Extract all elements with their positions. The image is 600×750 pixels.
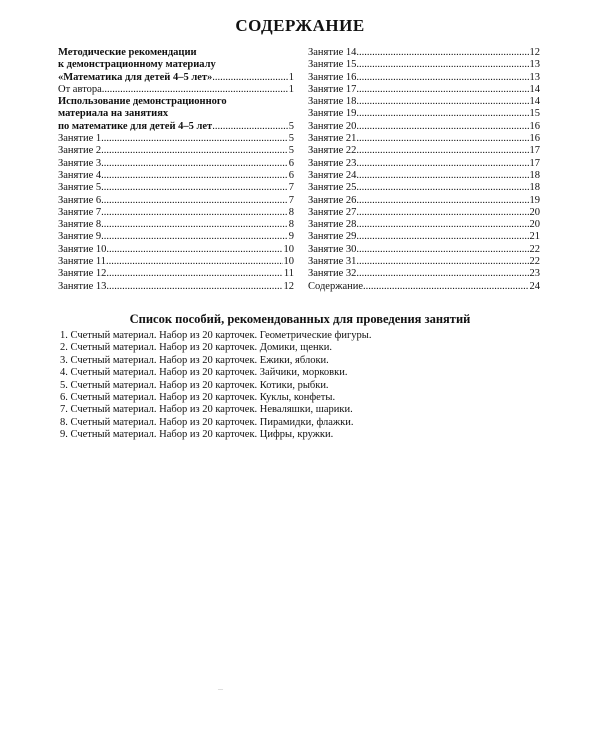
toc-entry-page: 17 bbox=[529, 145, 540, 157]
toc-entry-label: Занятие 15 bbox=[308, 59, 357, 71]
toc-entry-label: Занятие 10 bbox=[58, 243, 107, 255]
toc-entry[interactable] bbox=[58, 121, 294, 133]
toc-leader-dots bbox=[356, 108, 528, 120]
toc-entry-label: Занятие 2 bbox=[58, 145, 102, 157]
toc-entry[interactable] bbox=[308, 231, 540, 243]
scan-mark: –– bbox=[218, 688, 223, 693]
toc-entry-page: 5 bbox=[288, 133, 294, 145]
aids-list-item: 1. Счетный материал. Набор из 20 карточек. Геометрические фигуры. bbox=[60, 330, 372, 341]
toc-entry-label: Занятие 7 bbox=[58, 206, 102, 218]
toc-leader-dots bbox=[356, 231, 528, 243]
toc-entry[interactable] bbox=[58, 158, 294, 170]
toc-leader-dots bbox=[102, 84, 288, 96]
toc-entry-label: Занятие 26 bbox=[308, 194, 357, 206]
toc-leader-dots bbox=[356, 72, 528, 84]
toc-entry-label: Занятие 17 bbox=[308, 83, 357, 95]
toc-entry[interactable] bbox=[308, 268, 540, 280]
toc-entry-label: Занятие 3 bbox=[58, 157, 102, 169]
aids-list-item: 5. Счетный материал. Набор из 20 карточек. Котики, рыбки. bbox=[60, 379, 329, 391]
toc-left-entries bbox=[58, 133, 294, 293]
toc-entry[interactable] bbox=[308, 72, 540, 84]
toc-entry[interactable] bbox=[58, 231, 294, 243]
toc-entry-label: Занятие 11 bbox=[58, 256, 106, 268]
toc-entry-label: Содержание bbox=[308, 280, 364, 292]
toc-leader-dots bbox=[101, 207, 288, 219]
toc-leader-dots bbox=[106, 244, 282, 256]
toc-entry-page: 17 bbox=[529, 157, 540, 169]
aids-list-item: 2. Счетный материал. Набор из 20 карточек. Домики, щенки. bbox=[60, 342, 332, 354]
aids-list bbox=[60, 330, 540, 442]
toc-leader-dots bbox=[101, 219, 288, 231]
toc-entry-page: 12 bbox=[283, 280, 294, 292]
toc-entry-label: Занятие 21 bbox=[308, 133, 357, 145]
toc-entry-page: 15 bbox=[529, 108, 540, 120]
toc-right-entries bbox=[308, 47, 540, 293]
toc-leader-dots bbox=[356, 182, 528, 194]
toc-leader-dots bbox=[356, 145, 528, 157]
toc-leader-dots bbox=[101, 145, 288, 157]
toc-entry[interactable] bbox=[58, 145, 294, 157]
toc-entry-page: 21 bbox=[529, 231, 540, 243]
toc-entry-label: Занятие 31 bbox=[308, 256, 357, 268]
toc-entry[interactable] bbox=[308, 96, 540, 108]
aids-list-item: 9. Счетный материал. Набор из 20 карточек. Цифры, кружки. bbox=[60, 429, 334, 441]
toc-entry[interactable] bbox=[308, 158, 540, 170]
toc-entry-label: Занятие 27 bbox=[308, 206, 357, 218]
toc-entry-label: Занятие 18 bbox=[308, 96, 357, 108]
toc-entry-label: Занятие 25 bbox=[308, 182, 357, 194]
toc-entry[interactable] bbox=[308, 133, 540, 145]
toc-right-column bbox=[308, 47, 540, 293]
toc-entry-label: «Математика для детей 4–5 лет» bbox=[58, 71, 213, 83]
toc-leader-dots bbox=[356, 207, 528, 219]
toc-leader-dots bbox=[356, 256, 528, 268]
toc-entry[interactable] bbox=[58, 244, 294, 256]
toc-leader-dots bbox=[101, 231, 288, 243]
toc-entry-page: 7 bbox=[288, 182, 294, 194]
toc-entry[interactable] bbox=[308, 195, 540, 207]
toc-entry-label: Занятие 23 bbox=[308, 157, 357, 169]
toc-leader-dots bbox=[356, 219, 528, 231]
toc-entry-label: Занятие 6 bbox=[58, 194, 102, 206]
toc-leader-dots bbox=[101, 182, 288, 194]
toc-entry-label: Занятие 30 bbox=[308, 243, 357, 255]
toc-entry[interactable] bbox=[58, 195, 294, 207]
toc-entry-page: 8 bbox=[288, 206, 294, 218]
toc-heading-line: материала на занятиях bbox=[58, 108, 169, 120]
toc-leader-dots bbox=[356, 47, 528, 59]
toc-entry-label: Занятие 24 bbox=[308, 169, 357, 181]
toc-entry-page: 9 bbox=[288, 231, 294, 243]
toc-entry-page: 6 bbox=[288, 169, 294, 181]
toc-entry[interactable] bbox=[58, 219, 294, 231]
toc-entry-label: Занятие 16 bbox=[308, 71, 357, 83]
toc-entry-page: 12 bbox=[529, 47, 540, 58]
toc-entry-label: От автора bbox=[58, 83, 102, 95]
toc-entry-label: Занятие 20 bbox=[308, 120, 357, 132]
toc-entry-label: Занятие 29 bbox=[308, 231, 357, 243]
toc-entry[interactable] bbox=[308, 170, 540, 182]
toc-entry-page: 5 bbox=[288, 120, 294, 132]
toc-entry-page: 20 bbox=[529, 219, 540, 231]
toc-leader-dots bbox=[101, 133, 288, 145]
toc-entry[interactable] bbox=[308, 59, 540, 71]
toc-entry-page: 19 bbox=[529, 194, 540, 206]
toc-entry[interactable] bbox=[308, 108, 540, 120]
toc-entry[interactable] bbox=[58, 133, 294, 145]
toc-leader-dots bbox=[101, 170, 288, 182]
toc-entry-page: 8 bbox=[288, 219, 294, 231]
toc-entry-page: 22 bbox=[529, 243, 540, 255]
toc-heading-line: к демонстрационному материалу bbox=[58, 59, 216, 71]
toc-entry-page: 1 bbox=[288, 71, 294, 83]
toc-leader-dots bbox=[356, 133, 528, 145]
aids-list-item: 8. Счетный материал. Набор из 20 карточек. Пирамидки, флажки. bbox=[60, 416, 354, 428]
toc-heading-line: Использование демонстрационного bbox=[58, 96, 227, 108]
toc-entry[interactable] bbox=[58, 256, 294, 268]
toc-entry-page: 23 bbox=[529, 268, 540, 280]
toc-leader-dots bbox=[212, 121, 288, 133]
toc-entry-label: по математике для детей 4–5 лет bbox=[58, 120, 213, 132]
toc-leader-dots bbox=[356, 59, 528, 71]
aids-list-title: Список пособий, рекомендованных для проведения занятий bbox=[129, 312, 471, 326]
page-title: СОДЕРЖАНИЕ bbox=[235, 16, 365, 35]
aids-list-item: 3. Счетный материал. Набор из 20 карточек. Ежики, яблоки. bbox=[60, 354, 329, 366]
toc-leader-dots bbox=[106, 268, 283, 280]
aids-list-item: 6. Счетный материал. Набор из 20 карточек. Куклы, конфеты. bbox=[60, 392, 336, 404]
toc-entry-label: Занятие 14 bbox=[308, 47, 357, 58]
toc-entry-page: 14 bbox=[529, 83, 540, 95]
toc-leader-dots bbox=[363, 281, 528, 293]
toc-entry-page: 22 bbox=[529, 256, 540, 268]
toc-entry-label: Занятие 32 bbox=[308, 268, 357, 280]
toc-leader-dots bbox=[356, 268, 528, 280]
toc-entry-page: 1 bbox=[288, 83, 294, 95]
toc-entry-page: 24 bbox=[529, 280, 540, 292]
toc-entry-page: 18 bbox=[529, 169, 540, 181]
toc-entry-page: 16 bbox=[529, 120, 540, 132]
toc-entry-page: 13 bbox=[529, 71, 540, 83]
toc-entry-label: Занятие 13 bbox=[58, 280, 107, 292]
toc-entry[interactable] bbox=[308, 281, 540, 293]
toc-entry-page: 16 bbox=[529, 133, 540, 145]
toc-entry-label: Занятие 9 bbox=[58, 231, 102, 243]
toc-entry[interactable] bbox=[58, 281, 294, 293]
toc-entry-page: 10 bbox=[283, 256, 294, 268]
toc-entry-label: Занятие 8 bbox=[58, 219, 102, 231]
toc-entry[interactable] bbox=[308, 145, 540, 157]
toc-entry-page: 7 bbox=[288, 194, 294, 206]
toc-entry-page: 11 bbox=[283, 268, 294, 280]
toc-entry-label: Занятие 5 bbox=[58, 182, 102, 194]
toc-entry[interactable] bbox=[308, 207, 540, 219]
toc-entry[interactable] bbox=[308, 121, 540, 133]
toc-leader-dots bbox=[212, 72, 287, 84]
toc-entry[interactable] bbox=[308, 244, 540, 256]
toc-leader-dots bbox=[101, 158, 288, 170]
toc-entry-page: 20 bbox=[529, 206, 540, 218]
toc-entry[interactable] bbox=[308, 47, 540, 59]
toc-left-column bbox=[58, 47, 294, 293]
toc-entry[interactable] bbox=[58, 182, 294, 194]
aids-list-item: 4. Счетный материал. Набор из 20 карточек. Зайчики, морковки. bbox=[60, 367, 348, 379]
toc-heading-line: Методические рекомендации bbox=[58, 47, 197, 58]
toc-entry-label: Занятие 28 bbox=[308, 219, 357, 231]
toc-leader-dots bbox=[356, 170, 528, 182]
toc-leader-dots bbox=[356, 96, 528, 108]
aids-list-item: 7. Счетный материал. Набор из 20 карточек. Неваляшки, шарики. bbox=[60, 404, 353, 416]
toc-entry-label: Занятие 19 bbox=[308, 108, 357, 120]
toc-entry-page: 10 bbox=[283, 243, 294, 255]
toc-entry-page: 13 bbox=[529, 59, 540, 71]
toc-entry-page: 5 bbox=[288, 145, 294, 157]
toc-leader-dots bbox=[101, 195, 288, 207]
toc-leader-dots bbox=[356, 244, 528, 256]
toc-entry[interactable] bbox=[308, 182, 540, 194]
toc-entry-page: 6 bbox=[288, 157, 294, 169]
toc-entry-label: Занятие 12 bbox=[58, 268, 107, 280]
toc-entry[interactable] bbox=[58, 170, 294, 182]
toc-entry[interactable] bbox=[308, 219, 540, 231]
toc-leader-dots bbox=[106, 281, 282, 293]
toc-leader-dots bbox=[356, 195, 528, 207]
toc-entry[interactable] bbox=[58, 207, 294, 219]
toc-entry-page: 18 bbox=[529, 182, 540, 194]
toc-leader-dots bbox=[356, 84, 528, 96]
toc-entry-page: 14 bbox=[529, 96, 540, 108]
toc-entry[interactable] bbox=[308, 256, 540, 268]
toc-entry-label: Занятие 4 bbox=[58, 169, 102, 181]
toc-entry[interactable] bbox=[308, 84, 540, 96]
toc-entry-label: Занятие 22 bbox=[308, 145, 357, 157]
toc-entry[interactable] bbox=[58, 268, 294, 280]
toc-leader-dots bbox=[356, 158, 528, 170]
toc-entry-label: Занятие 1 bbox=[58, 133, 102, 145]
toc-entry[interactable] bbox=[58, 84, 294, 96]
toc-leader-dots bbox=[106, 256, 283, 268]
toc-entry[interactable] bbox=[58, 72, 294, 84]
toc-leader-dots bbox=[356, 121, 528, 133]
